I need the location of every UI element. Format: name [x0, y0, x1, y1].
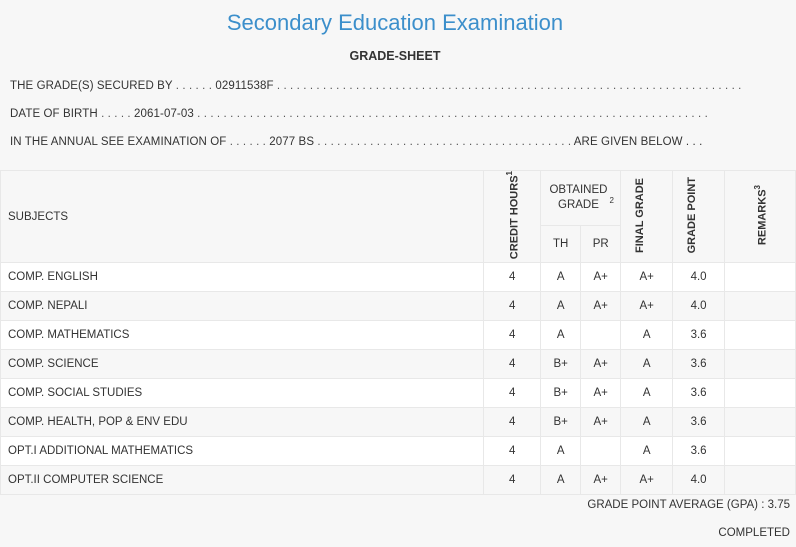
- table-row: [1, 408, 796, 437]
- grade-point-cell: 3.6: [673, 350, 725, 379]
- exam-label: IN THE ANNUAL SEE EXAMINATION OF: [10, 136, 227, 148]
- pr-grade-cell: A+: [581, 379, 621, 408]
- credit-hours-cell: 4: [484, 321, 541, 350]
- secured-by-label: THE GRADE(S) SECURED BY: [10, 80, 173, 92]
- subject-cell: OPT.II COMPUTER SCIENCE: [1, 466, 484, 495]
- grade-point-cell: 4.0: [673, 263, 725, 292]
- credit-hours-cell: 4: [484, 379, 541, 408]
- leader-dots: . . . . . . . . . . . . . . . . . . . . . . . . . . . . . . . . . . . . . . . . . . . . . . . . . . . . . . . . . . . . . . . . . . . . . . .: [273, 80, 742, 92]
- dob-value: 2061-07-03: [134, 108, 194, 120]
- footnote-marker: 2: [609, 195, 614, 205]
- dob-line: [10, 108, 708, 120]
- final-grade-cell: A+: [621, 466, 673, 495]
- th-grade-cell: B+: [541, 408, 581, 437]
- pr-grade-cell: A+: [581, 350, 621, 379]
- remarks-label: REMARKS: [756, 189, 769, 246]
- exam-line: [10, 136, 702, 148]
- table-row: [1, 466, 796, 495]
- secured-by-line: [10, 80, 741, 92]
- footnote-marker: 1: [504, 171, 514, 176]
- final-grade-header: [621, 171, 673, 263]
- final-grade-cell: A+: [621, 292, 673, 321]
- page-title: Secondary Education Examination: [226, 10, 564, 35]
- gpa-label: GRADE POINT AVERAGE (GPA) :: [587, 499, 765, 511]
- leader-dots: . . . . . . . . . . . . . . . . . . . . . . . . . . . . . . . . . . . . . . . . . . . . . . . . . . . . . . . . . . . . . . . . . . . . . . . . . . . . . .: [193, 108, 708, 120]
- subject-cell: COMP. ENGLISH: [1, 263, 484, 292]
- pr-grade-cell: A+: [581, 292, 621, 321]
- credit-hours-cell: 4: [484, 437, 541, 466]
- th-grade-cell: A: [541, 263, 581, 292]
- th-header: TH: [541, 225, 581, 263]
- status-text: COMPLETED: [718, 527, 790, 539]
- credit-hours-cell: 4: [484, 292, 541, 321]
- th-grade-cell: A: [541, 437, 581, 466]
- grade-point-cell: 3.6: [673, 437, 725, 466]
- th-grade-cell: B+: [541, 350, 581, 379]
- credit-hours-cell: 4: [484, 408, 541, 437]
- gpa-value: 3.75: [767, 499, 790, 511]
- final-grade-cell: A: [621, 350, 673, 379]
- remarks-cell: [725, 408, 796, 437]
- dob-label: DATE OF BIRTH: [10, 108, 98, 120]
- obtained-grade-label: OBTAINED GRADE: [549, 183, 608, 211]
- final-grade-cell: A: [621, 437, 673, 466]
- pr-grade-cell: A+: [581, 408, 621, 437]
- table-row: [1, 437, 796, 466]
- remarks-cell: [725, 263, 796, 292]
- subject-cell: COMP. NEPALI: [1, 292, 484, 321]
- final-grade-cell: A+: [621, 263, 673, 292]
- table-row: [1, 321, 796, 350]
- final-grade-label: FINAL GRADE: [633, 177, 646, 253]
- credit-hours-cell: 4: [484, 466, 541, 495]
- pr-grade-cell: A+: [581, 466, 621, 495]
- grade-point-header: [673, 171, 725, 263]
- grade-point-cell: 4.0: [673, 292, 725, 321]
- table-row: [1, 292, 796, 321]
- subjects-header: SUBJECTS: [1, 171, 484, 263]
- leader-dots: . . . . . . . . . . . . . . . . . . . . . . . . . . . . . . . . . . . . . . .: [314, 136, 574, 148]
- th-grade-cell: A: [541, 321, 581, 350]
- grade-point-label: GRADE POINT: [685, 176, 698, 254]
- grade-sheet-heading: GRADE-SHEET: [349, 49, 441, 63]
- remarks-header: [725, 171, 796, 263]
- th-grade-cell: A: [541, 466, 581, 495]
- leader-dots: . . . . . .: [226, 136, 270, 148]
- pr-header: PR: [581, 225, 621, 263]
- exam-year: 2077 BS: [269, 136, 315, 148]
- leader-dots: . . . . .: [97, 108, 135, 120]
- symbol-number: 02911538F: [215, 80, 274, 92]
- table-header-row: [1, 171, 796, 226]
- credit-hours-header: [484, 171, 541, 263]
- pr-grade-cell: [581, 321, 621, 350]
- given-below-text: ARE GIVEN BELOW . . .: [573, 136, 703, 148]
- gpa-summary: [587, 499, 790, 511]
- th-grade-cell: A: [541, 292, 581, 321]
- remarks-cell: [725, 292, 796, 321]
- obtained-grade-header: [541, 171, 621, 226]
- remarks-cell: [725, 437, 796, 466]
- subject-cell: COMP. SOCIAL STUDIES: [1, 379, 484, 408]
- grade-point-cell: 3.6: [673, 379, 725, 408]
- final-grade-cell: A: [621, 408, 673, 437]
- remarks-cell: [725, 321, 796, 350]
- pr-grade-cell: [581, 437, 621, 466]
- leader-dots: . . . . . .: [172, 80, 216, 92]
- remarks-cell: [725, 466, 796, 495]
- footnote-marker: 3: [752, 185, 762, 190]
- table-row: [1, 263, 796, 292]
- subject-cell: COMP. HEALTH, POP & ENV EDU: [1, 408, 484, 437]
- grade-table: [0, 170, 796, 495]
- credit-hours-cell: 4: [484, 350, 541, 379]
- credit-hours-cell: 4: [484, 263, 541, 292]
- remarks-cell: [725, 350, 796, 379]
- grade-point-cell: 3.6: [673, 321, 725, 350]
- th-grade-cell: B+: [541, 379, 581, 408]
- table-row: [1, 379, 796, 408]
- grade-point-cell: 4.0: [673, 466, 725, 495]
- pr-grade-cell: A+: [581, 263, 621, 292]
- remarks-cell: [725, 379, 796, 408]
- subject-cell: COMP. SCIENCE: [1, 350, 484, 379]
- grade-point-cell: 3.6: [673, 408, 725, 437]
- table-row: [1, 350, 796, 379]
- final-grade-cell: A: [621, 379, 673, 408]
- credit-hours-label: CREDIT HOURS: [508, 175, 521, 260]
- final-grade-cell: A: [621, 321, 673, 350]
- subject-cell: COMP. MATHEMATICS: [1, 321, 484, 350]
- subject-cell: OPT.I ADDITIONAL MATHEMATICS: [1, 437, 484, 466]
